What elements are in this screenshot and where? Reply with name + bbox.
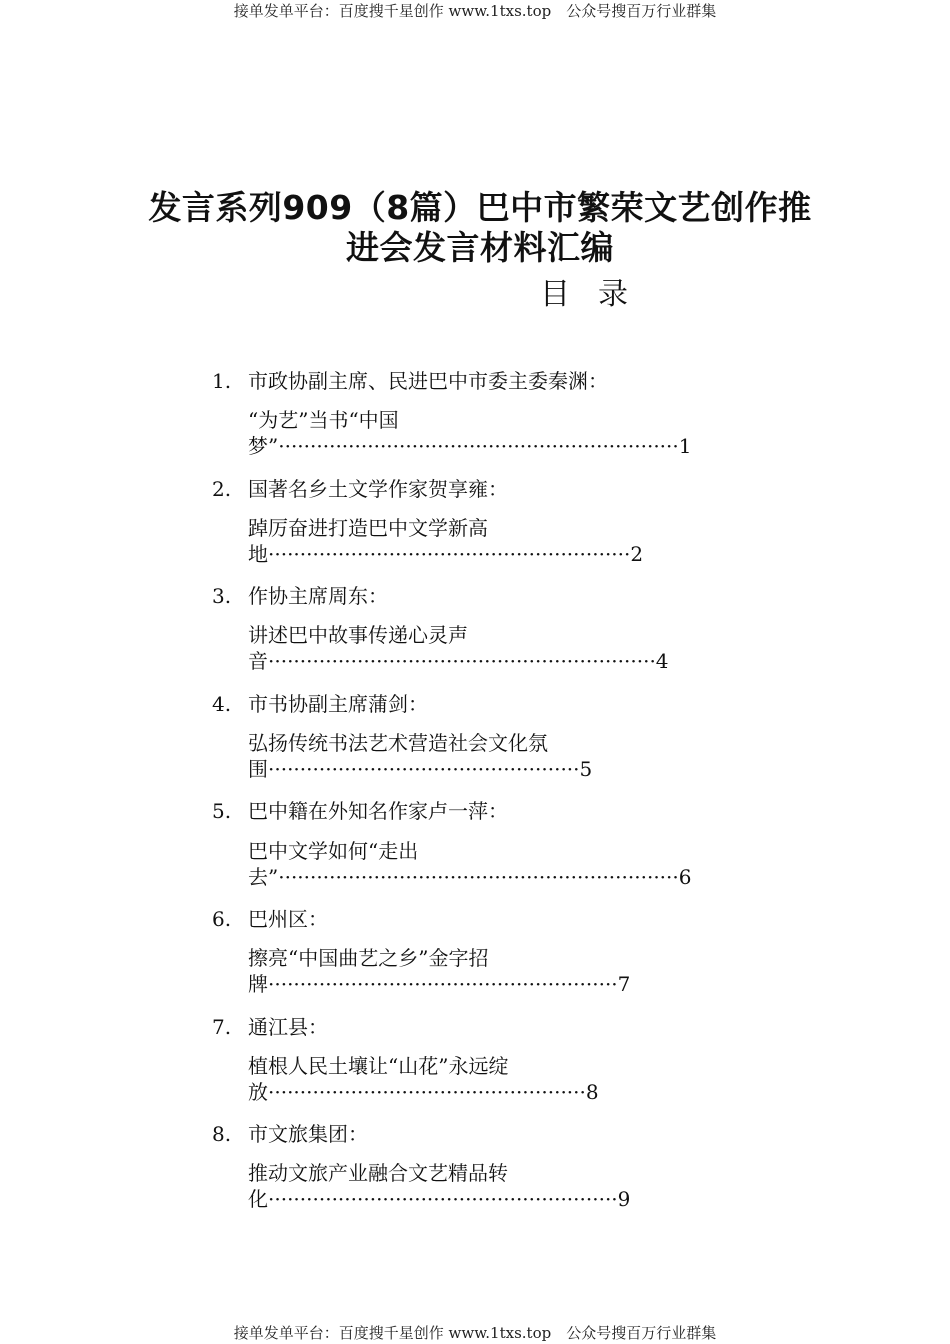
- toc-entry-4-head: [212, 691, 428, 717]
- toc-entry-leader-line: 地·························································2: [248, 542, 644, 566]
- toc-entry-title-line: 讲述巴中故事传递心灵声: [248, 623, 468, 647]
- document-title-line-1: 发言系列909（8篇）巴中市繁荣文艺创作推: [148, 188, 812, 227]
- document-title-line-2: 进会发言材料汇编: [346, 228, 614, 267]
- toc-entry-number: 7.: [212, 1015, 232, 1039]
- toc-entry-1-title: [248, 407, 691, 459]
- toc-entry-7-title: [248, 1053, 599, 1105]
- toc-entry-3-head: [212, 583, 388, 609]
- page-footer-text: 接单发单平台：百度搜千星创作 www.1txs.top 公众号搜百万行业群集: [233, 1324, 717, 1342]
- toc-entry-speaker: 巴州区：: [248, 907, 328, 931]
- toc-entry-6-title: [248, 945, 630, 997]
- toc-entry-number: 1.: [212, 369, 232, 393]
- toc-entry-number: 6.: [212, 907, 232, 931]
- toc-entry-2-title: [248, 515, 643, 567]
- toc-entry-leader-line: 围·················································5: [248, 757, 593, 781]
- toc-entry-speaker: 通江县：: [248, 1015, 328, 1039]
- toc-entry-4-title: [248, 730, 592, 782]
- toc-entry-3-title: [248, 622, 669, 674]
- toc-entry-leader-line: 化·······················································9: [248, 1187, 631, 1211]
- toc-entry-leader-line: 音·····························································4: [248, 649, 669, 673]
- toc-entry-6-head: [212, 906, 328, 932]
- toc-entry-number: 5.: [212, 799, 232, 823]
- toc-entry-title-line: 植根人民土壤让“山花”永远绽: [248, 1054, 509, 1078]
- toc-entry-title-line: “为艺”当书“中国: [248, 408, 399, 432]
- toc-entry-speaker: 巴中籍在外知名作家卢一萍：: [248, 799, 508, 823]
- toc-entry-5-title: [248, 838, 691, 890]
- toc-entry-2-head: [212, 476, 508, 502]
- toc-entry-1-head: [212, 368, 608, 394]
- toc-entry-speaker: 市政协副主席、民进巴中市委主委秦渊：: [248, 369, 608, 393]
- toc-entry-title-line: 巴中文学如何“走出: [248, 839, 419, 863]
- toc-entry-title-line: 擦亮“中国曲艺之乡”金字招: [248, 946, 489, 970]
- toc-entry-number: 2.: [212, 477, 232, 501]
- toc-entry-5-head: [212, 798, 508, 824]
- toc-entry-title-line: 踔厉奋进打造巴中文学新高: [248, 516, 488, 540]
- toc-entry-leader-line: 放··················································8: [248, 1080, 599, 1104]
- toc-entry-speaker: 国著名乡土文学作家贺享雍：: [248, 477, 508, 501]
- toc-entry-title-line: 推动文旅产业融合文艺精品转: [248, 1161, 508, 1185]
- toc-entry-leader-line: 牌·······················································7: [248, 972, 631, 996]
- toc-entry-number: 4.: [212, 692, 232, 716]
- toc-entry-leader-line: 去”·······························································6: [248, 865, 692, 889]
- toc-heading: 目录: [540, 277, 656, 312]
- toc-entry-8-title: [248, 1160, 630, 1212]
- page-header-text: 接单发单平台：百度搜千星创作 www.1txs.top 公众号搜百万行业群集: [233, 2, 717, 20]
- toc-entry-title-line: 弘扬传统书法艺术营造社会文化氛: [248, 731, 548, 755]
- toc-entry-8-head: [212, 1121, 368, 1147]
- toc-entry-7-head: [212, 1014, 328, 1040]
- toc-entry-leader-line: 梦”·······························································1: [248, 434, 692, 458]
- toc-entry-speaker: 市书协副主席蒲剑：: [248, 692, 428, 716]
- toc-entry-speaker: 作协主席周东：: [248, 584, 388, 608]
- toc-entry-number: 3.: [212, 584, 232, 608]
- toc-entry-number: 8.: [212, 1122, 232, 1146]
- toc-entry-speaker: 市文旅集团：: [248, 1122, 368, 1146]
